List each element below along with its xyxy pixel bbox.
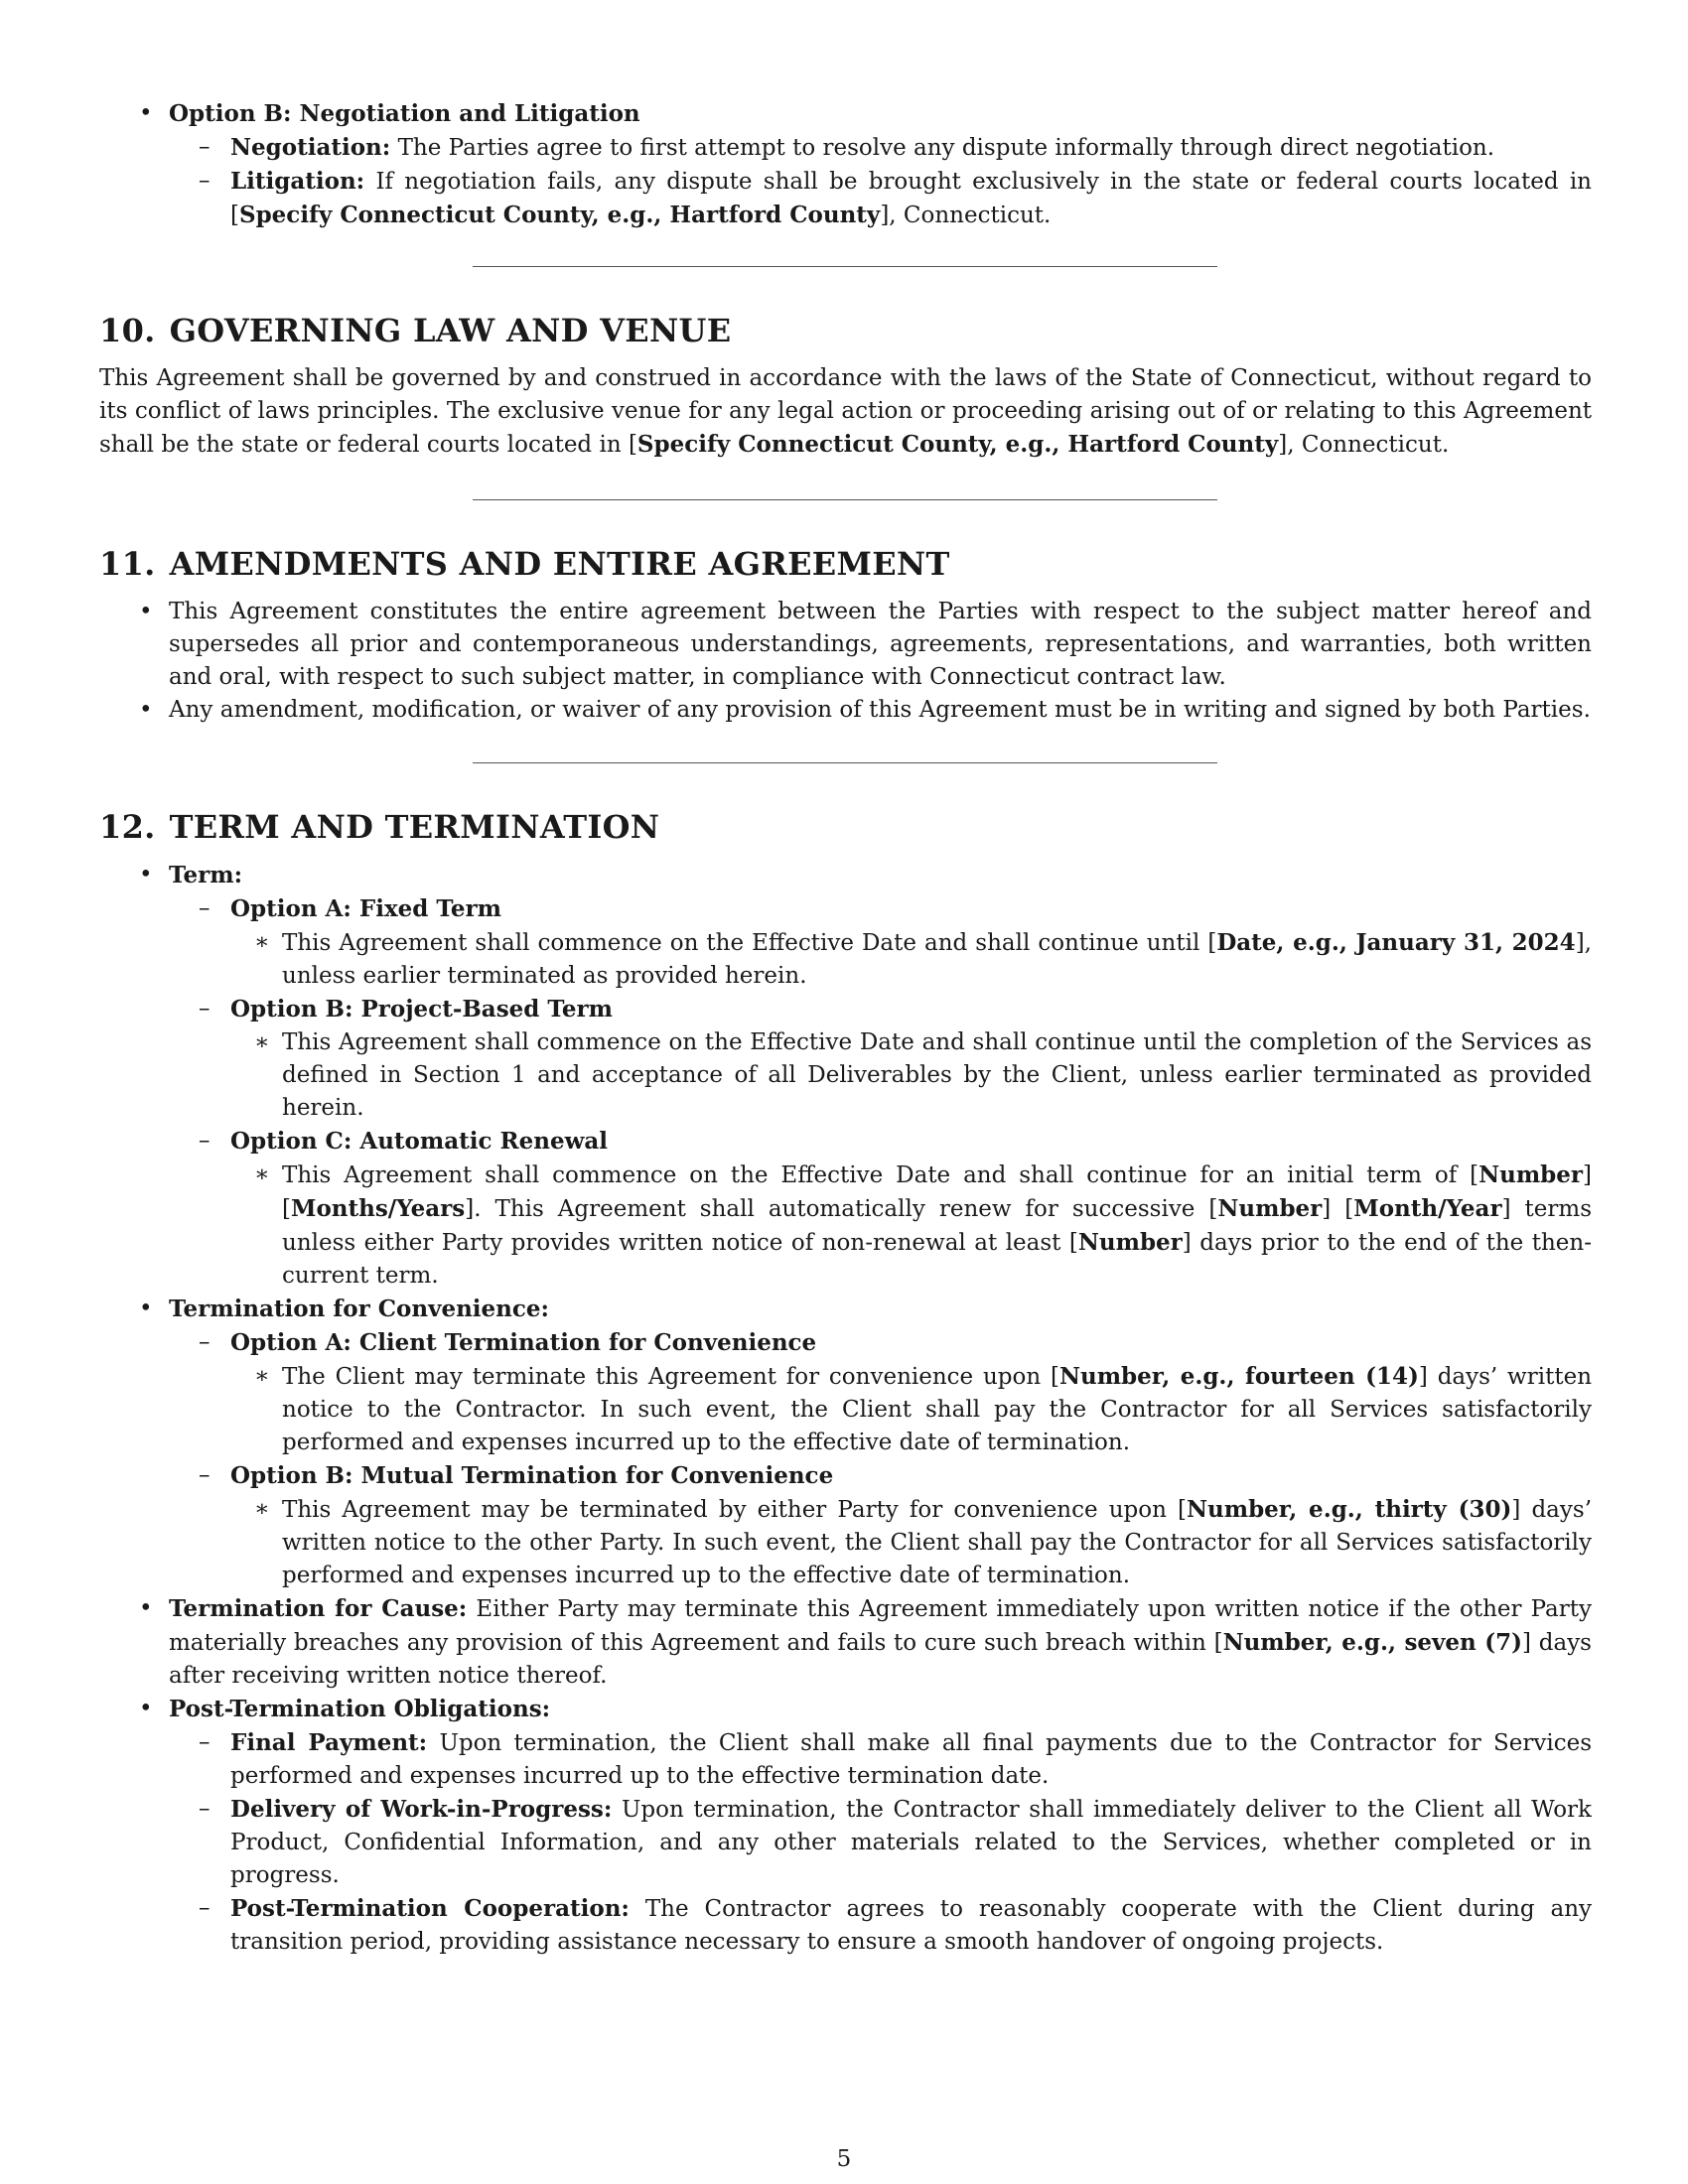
option-b-sublist	[99, 131, 1592, 232]
mutual-convenience-label: Option B: Mutual Termination for Convenience	[230, 1462, 834, 1489]
post-termination-item	[99, 1693, 1592, 1959]
section-12-title: TERM AND TERMINATION	[169, 808, 660, 846]
project-term-text: ∗ This Agreement shall commence on the Effective Date and shall continue until the completion of the Services as defined in Section 1 and acceptance of all Deliverables by the Client, unless earlier terminated as provided herein.	[282, 1026, 1592, 1125]
fixed-term-label: Option A: Fixed Term	[230, 895, 501, 922]
renewal-details	[230, 1159, 1592, 1293]
mutual-convenience-details	[230, 1493, 1592, 1592]
renewal-text-6: ] days prior to the end of the then-current term.	[282, 1230, 1592, 1289]
divider	[473, 762, 1217, 763]
final-payment-text: Upon termination, the Client shall make all final payments due to the Contractor for Services performed and expenses incurred up to the effective termination date.	[230, 1730, 1593, 1789]
negotiation-text: The Parties agree to first attempt to resolve any dispute informally through direct negotiation.	[390, 135, 1495, 161]
fixed-term-option	[230, 892, 1592, 993]
document-page	[99, 97, 1592, 1959]
renewal-text-3: ]. This Agreement shall automatically renew for successive [	[465, 1196, 1218, 1222]
fixed-term-text	[282, 926, 1592, 993]
term-item	[99, 859, 1592, 1293]
section-11-number: 11.	[99, 545, 156, 583]
section-12-number: 12.	[99, 808, 156, 846]
cause-item	[99, 1592, 1592, 1693]
page-number: 5	[836, 2146, 852, 2172]
litigation-item	[230, 165, 1592, 232]
renewal-text-2: ] [	[282, 1162, 1592, 1222]
term-label: Term:	[169, 862, 243, 888]
project-term-label: Option B: Project-Based Term	[230, 996, 613, 1023]
section-10-tail: ], Connecticut.	[1278, 432, 1450, 458]
list-item: • This Agreement constitutes the entire agreement between the Parties with respect to the subject matter hereof and supersedes all prior and contemporaneous understandings, agreements, representations, and warranties, both written and oral, with respect to such subject matter, in compliance with Connecticut contract law.	[99, 596, 1592, 694]
litigation-county: Specify Connecticut County, e.g., Hartford County	[238, 202, 881, 228]
renewal-text	[282, 1159, 1592, 1293]
list-item: • Any amendment, modification, or waiver of any provision of this Agreement must be in writing and signed by both Parties.	[99, 694, 1592, 727]
post-termination-label: Post-Termination Obligations:	[169, 1696, 551, 1722]
section-10-text: This Agreement shall be governed by and construed in accordance with the laws of the State of Connecticut, without regard to its conflict of laws principles. The exclusive venue for any legal action or proceeding arising out of or relating to this Agreement shall be the state or federal courts located in [	[99, 365, 1592, 458]
convenience-item	[99, 1293, 1592, 1592]
option-b-list	[99, 97, 1592, 232]
section-12-list	[99, 859, 1592, 1959]
renewal-period-2: Month/Year	[1353, 1195, 1502, 1222]
option-b-heading: Option B: Negotiation and Litigation	[169, 100, 640, 127]
client-convenience-text	[282, 1360, 1592, 1459]
mutual-convenience-text	[282, 1493, 1592, 1592]
final-payment-label: Final Payment:	[230, 1729, 428, 1756]
litigation-label: Litigation:	[230, 168, 365, 195]
post-termination-list	[99, 1726, 1592, 1959]
section-10-number: 10.	[99, 312, 156, 349]
cooperation-label: Post-Termination Cooperation:	[230, 1895, 630, 1922]
section-10-title: GOVERNING LAW AND VENUE	[169, 312, 732, 349]
final-payment-item	[230, 1726, 1592, 1793]
section-12-heading	[99, 807, 1592, 847]
project-term-details	[230, 1026, 1592, 1125]
project-term-option	[230, 993, 1592, 1125]
litigation-text: If negotiation fails, any dispute shall be brought exclusively in the state or federal courts located in [	[230, 169, 1592, 228]
cause-label: Termination for Cause:	[169, 1595, 468, 1622]
client-convenience-text-1: The Client may terminate this Agreement for convenience upon [	[282, 1364, 1059, 1390]
section-11-list	[99, 596, 1592, 727]
renewal-number-2: Number	[1217, 1195, 1323, 1222]
section-10-county: Specify Connecticut County, e.g., Hartford County	[636, 431, 1279, 458]
divider	[473, 266, 1217, 267]
renewal-number-1: Number	[1478, 1161, 1584, 1188]
renewal-period-1: Months/Years	[290, 1195, 466, 1222]
renewal-option	[230, 1125, 1592, 1293]
convenience-options	[99, 1326, 1592, 1592]
fixed-term-body: This Agreement shall commence on the Effective Date and shall continue until [	[282, 930, 1217, 956]
convenience-label: Termination for Convenience:	[169, 1296, 550, 1322]
negotiation-item	[230, 131, 1592, 165]
litigation-tail: ], Connecticut.	[880, 203, 1052, 228]
wip-item	[230, 1793, 1592, 1892]
fixed-term-details	[230, 926, 1592, 993]
renewal-text-1: This Agreement shall commence on the Effective Date and shall continue for an initial term of [	[282, 1162, 1479, 1188]
negotiation-label: Negotiation:	[230, 134, 391, 161]
client-convenience-option	[230, 1326, 1592, 1459]
cause-text-1: Either Party may terminate this Agreement immediately upon written notice if the other Party materially breaches any provision of this Agreement and fails to cure such breach within [	[169, 1596, 1592, 1656]
renewal-label: Option C: Automatic Renewal	[230, 1128, 609, 1155]
cause-text-2: ] days after receiving written notice thereof.	[169, 1630, 1592, 1689]
mutual-convenience-number: Number, e.g., thirty (30)	[1187, 1496, 1512, 1523]
section-11-title: AMENDMENTS AND ENTIRE AGREEMENT	[169, 545, 950, 583]
fixed-term-date: Date, e.g., January 31, 2024	[1216, 929, 1576, 956]
section-10-heading	[99, 311, 1592, 350]
divider	[473, 499, 1217, 500]
renewal-text-5: ] terms unless either Party provides written notice of non-renewal at least [	[282, 1196, 1592, 1256]
section-10-body	[99, 362, 1592, 462]
cooperation-text: The Contractor agrees to reasonably cooperate with the Client during any transition period, providing assistance necessary to ensure a smooth handover of ongoing projects.	[230, 1896, 1592, 1955]
term-options	[99, 892, 1592, 1293]
renewal-text-4: ] [	[1322, 1196, 1354, 1222]
client-convenience-number: Number, e.g., fourteen (14)	[1058, 1363, 1419, 1390]
mutual-convenience-text-1: This Agreement may be terminated by either Party for convenience upon [	[282, 1497, 1187, 1523]
fixed-term-tail: ], unless earlier terminated as provided herein.	[282, 930, 1592, 989]
client-convenience-text-2: ] days’ written notice to the Contractor. In such event, the Client shall pay the Contractor for all Services satisfactorily performed and expenses incurred up to the effective date of termination.	[282, 1364, 1593, 1455]
client-convenience-details	[230, 1360, 1592, 1459]
cause-number: Number, e.g., seven (7)	[1222, 1629, 1523, 1656]
option-b-item	[99, 97, 1592, 232]
mutual-convenience-text-2: ] days’ written notice to the other Party. In such event, the Client shall pay the Contractor for all Services satisfactorily performed and expenses incurred up to the effective date of termination.	[282, 1497, 1593, 1588]
renewal-number-3: Number	[1077, 1229, 1183, 1256]
section-11-heading	[99, 544, 1592, 584]
wip-label: Delivery of Work-in-Progress:	[230, 1796, 613, 1823]
cooperation-item	[230, 1892, 1592, 1959]
mutual-convenience-option	[230, 1459, 1592, 1592]
wip-text: Upon termination, the Contractor shall immediately deliver to the Client all Work Product, Confidential Information, and any other materials related to the Services, whether completed or in progress.	[230, 1797, 1592, 1888]
client-convenience-label: Option A: Client Termination for Convenience	[230, 1329, 817, 1356]
